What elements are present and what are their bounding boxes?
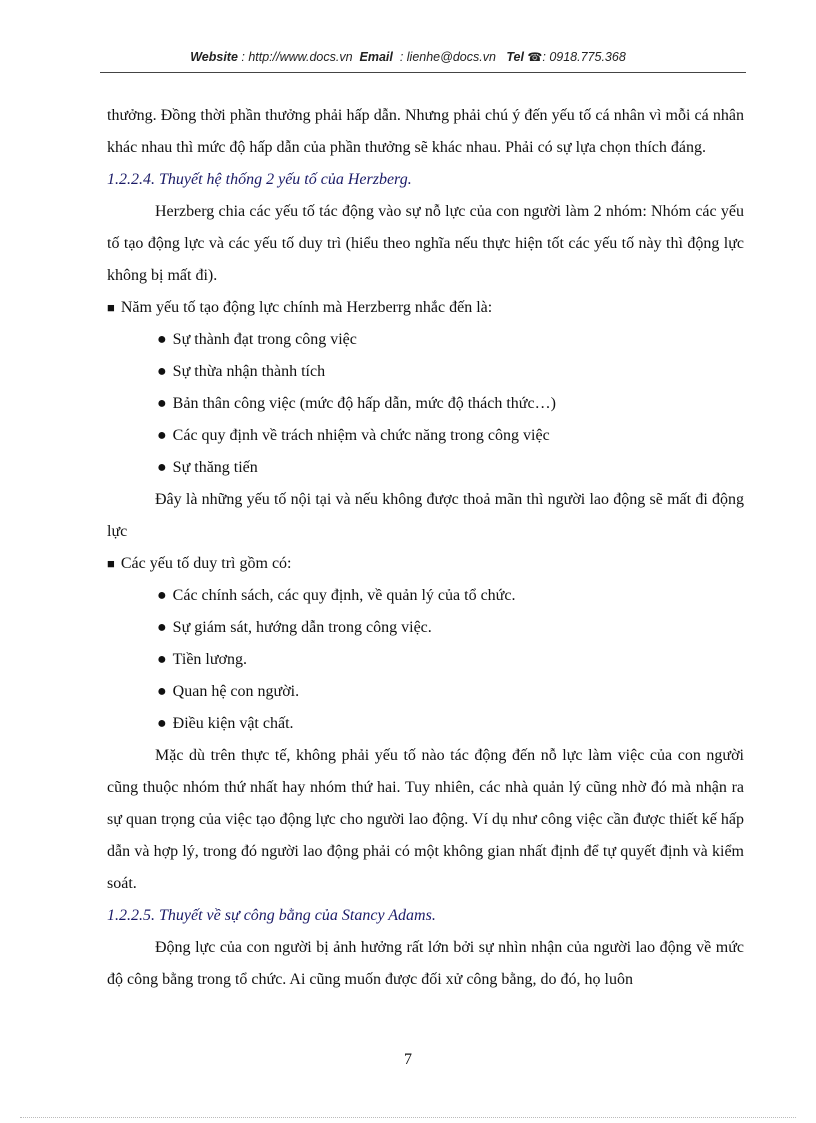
list-intro xyxy=(107,548,744,580)
list-item-text: Tiền lương. xyxy=(172,651,248,668)
phone-icon: ☎ xyxy=(527,50,543,64)
list-item xyxy=(107,612,744,644)
bullet-icon: ● xyxy=(157,363,167,380)
list-item-text: Sự thăng tiến xyxy=(172,459,258,476)
list-intro xyxy=(107,292,744,324)
email-value: : lienhe@docs.vn xyxy=(399,50,496,64)
bullet-icon: ● xyxy=(157,587,167,604)
page-number: 7 xyxy=(404,1051,412,1068)
list-item-text: Sự giám sát, hướng dẫn trong công việc. xyxy=(172,619,432,636)
list-item-text: Các chính sách, các quy định, về quản lý của tổ chức. xyxy=(172,587,516,604)
page-header xyxy=(100,50,716,70)
list-item xyxy=(107,324,744,356)
email-label: Email xyxy=(359,50,393,64)
list-intro-text: Các yếu tố duy trì gồm có: xyxy=(120,555,292,572)
bullet-icon: ● xyxy=(157,619,167,636)
list-item xyxy=(107,452,744,484)
page-bottom-divider xyxy=(20,1117,796,1118)
list-item-text: Sự thừa nhận thành tích xyxy=(172,363,326,380)
bullet-icon: ● xyxy=(157,459,167,476)
paragraph: Mặc dù trên thực tế, không phải yếu tố nào tác động đến nỗ lực làm việc của con người cũng thuộc nhóm thứ nhất hay nhóm thứ hai. Tuy nhiên, các nhà quản lý cũng nhờ đó mà nhận ra sự quan trọng của việc tạo động lực cho người lao động. Ví dụ như công việc cần được thiết kế hấp dẫn và hợp lý, trong đó người lao động phải có một không gian nhất định để tự quyết định và kiểm soát. xyxy=(107,747,744,892)
bullet-icon: ● xyxy=(157,715,167,732)
square-bullet-icon: ■ xyxy=(107,556,115,571)
bullet-icon: ● xyxy=(157,651,167,668)
list-item-text: Các quy định về trách nhiệm và chức năng trong công việc xyxy=(172,427,550,444)
bullet-icon: ● xyxy=(157,427,167,444)
website-label: Website xyxy=(190,50,238,64)
list-item xyxy=(107,708,744,740)
paragraph: Herzberg chia các yếu tố tác động vào sự nỗ lực của con người làm 2 nhóm: Nhóm các yếu tố tạo động lực và các yếu tố duy trì (hiểu theo nghĩa nếu thực hiện tốt các yếu tố này thì động lực không bị mất đi). xyxy=(107,203,744,284)
website-value: : http://www.docs.vn xyxy=(241,50,353,64)
list-item xyxy=(107,580,744,612)
list-intro-text: Năm yếu tố tạo động lực chính mà Herzberrg nhắc đến là: xyxy=(120,299,493,316)
paragraph: thưởng. Đồng thời phần thưởng phải hấp dẫn. Nhưng phải chú ý đến yếu tố cá nhân vì mỗi cá nhân khác nhau thì mức độ hấp dẫn của phần thưởng sẽ khác nhau. Phải có sự lựa chọn thích đáng. xyxy=(107,107,744,156)
list-item-text: Bản thân công việc (mức độ hấp dẫn, mức độ thách thức…) xyxy=(172,395,556,412)
list-item-text: Sự thành đạt trong công việc xyxy=(172,331,357,348)
list-item xyxy=(107,388,744,420)
list-item xyxy=(107,420,744,452)
document-body xyxy=(107,100,744,996)
tel-label: Tel xyxy=(506,50,524,64)
list-item xyxy=(107,676,744,708)
bullet-icon: ● xyxy=(157,395,167,412)
list-item-text: Quan hệ con người. xyxy=(172,683,300,700)
section-heading: 1.2.2.4. Thuyết hệ thống 2 yếu tố của Herzberg. xyxy=(107,171,412,188)
list-item xyxy=(107,356,744,388)
list-item-text: Điều kiện vật chất. xyxy=(172,715,294,732)
paragraph: Động lực của con người bị ảnh hưởng rất lớn bởi sự nhìn nhận của người lao động về mức độ công bằng trong tổ chức. Ai cũng muốn được đối xử công bằng, do đó, họ luôn xyxy=(107,939,744,988)
header-divider xyxy=(100,72,746,73)
paragraph: Đây là những yếu tố nội tại và nếu không được thoả mãn thì người lao động sẽ mất đi động lực xyxy=(107,491,744,540)
bullet-icon: ● xyxy=(157,683,167,700)
bullet-icon: ● xyxy=(157,331,167,348)
section-heading: 1.2.2.5. Thuyết về sự công bằng của Stancy Adams. xyxy=(107,907,436,924)
list-item xyxy=(107,644,744,676)
tel-value: : 0918.775.368 xyxy=(542,50,626,64)
square-bullet-icon: ■ xyxy=(107,300,115,315)
